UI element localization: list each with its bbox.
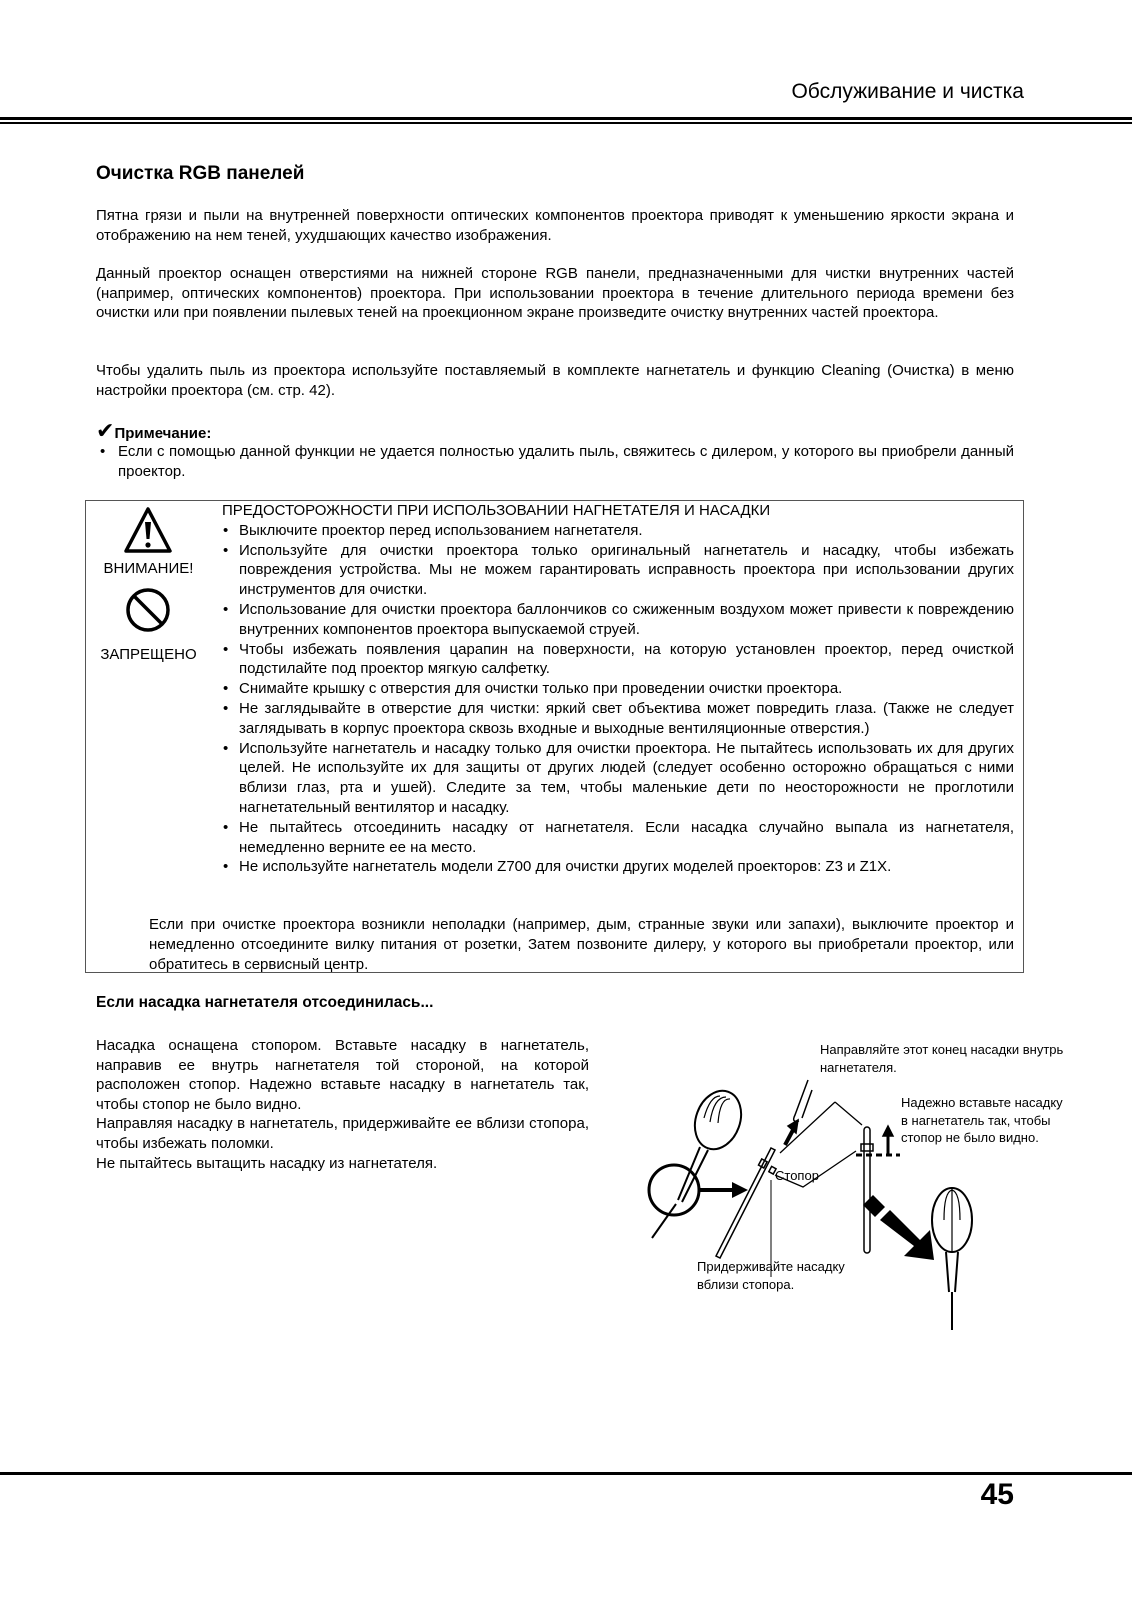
label-stopper: Стопор (775, 1168, 819, 1183)
note-title: Примечание: (114, 425, 212, 442)
big-arrow-icon (863, 1195, 934, 1260)
blower-bulb-right (932, 1188, 972, 1330)
checkmark-icon: ✔ (96, 418, 115, 443)
warning-item: • Использование для очистки проектора баллончиков со сжиженным воздухом может привести к повреждению внутренних компонентов проектора выпускаемой струей. (222, 600, 1014, 640)
note-item: • Если с помощью данной функции не удается полностью удалить пыль, свяжитесь с дилером, у которого вы приобрели данный проектор. (96, 442, 1014, 481)
subsection-title: Если насадка нагнетателя отсоединилась... (96, 994, 434, 1011)
blower-bulb-left (649, 1084, 749, 1238)
footer-rule (0, 1472, 1132, 1475)
warning-box (85, 500, 1024, 973)
nozzle-right (856, 1126, 900, 1253)
caution-triangle-icon (123, 505, 173, 555)
warning-item: • Выключите проектор перед использованием нагнетателя. (222, 521, 1014, 541)
section-header: Обслуживание и чистка (791, 80, 1024, 103)
warning-text (222, 501, 1014, 877)
header-rule (0, 117, 1132, 120)
warning-item: • Снимайте крышку с отверстия для очистки только при проведении очистки проектора. (222, 679, 1014, 699)
note-list (96, 442, 1014, 481)
warning-item: • Используйте для очистки проектора только оригинальный нагнетатель и насадку, чтобы избежать повреждения устройства. Мы не можем гарантировать исправность проектора при использовании других инструментов для очистки. (222, 541, 1014, 600)
paragraph: Данный проектор оснащен отверстиями на нижней стороне RGB панели, предназначенными для чистки внутренних частей (например, оптических компонентов) проектора. При использовании проектора в течение длительного периода времени без очистки или при появлении пылевых теней на проекционном экране произведите очистку внутренних частей проектора. (96, 265, 1014, 322)
note-heading (96, 418, 211, 444)
warning-item: • Не заглядывайте в отверстие для чистки: яркий свет объектива может повредить глаза. (Также не следует заглядывать в корпус проектора сквозь входные и выходные вентиляционные отверстия.) (222, 699, 1014, 739)
warning-item: • Используйте нагнетатель и насадку только для очистки проектора. Не пытайтесь использовать их для других целей. Не используйте их для защиты от других людей (следует особенно осторожно обращаться с ними вблизи глаз, рта и ушей). Следите за тем, чтобы маленькие дети по неосторожности не проглотили нагнетательный вентилятор и насадку. (222, 739, 1014, 818)
instruction: Насадка оснащена стопором. Вставьте насадку в нагнетатель, направив ее внутрь нагнетателя той стороной, на которой расположен стопор. Надежно вставьте насадку в нагнетатель так, чтобы стопор не было видно. (96, 1037, 589, 1113)
warning-item: • Не пытайтесь отсоединить насадку от нагнетателя. Если насадка случайно выпала из нагнетателя, немедленно верните ее на место. (222, 818, 1014, 858)
instruction: Направляя насадку в нагнетатель, придерживайте ее вблизи стопора, чтобы избежать поломки. (96, 1115, 589, 1152)
paragraph: Чтобы удалить пыль из проектора используйте поставляемый в комплекте нагнетатель и функцию Cleaning (Очистка) в меню настройки проектора (см. стр. 42). (96, 362, 1014, 399)
warning-heading: ПРЕДОСТОРОЖНОСТИ ПРИ ИСПОЛЬЗОВАНИИ НАГНЕТАТЕЛЯ И НАСАДКИ (222, 502, 771, 519)
instruction: Не пытайтесь вытащить насадку из нагнетателя. (96, 1154, 438, 1172)
warning-item: • Чтобы избежать появления царапин на поверхности, на которую установлен проектор, перед очисткой подстилайте под проектор мягкую салфетку. (222, 640, 1014, 680)
label-insert: Надежно вставьте насадку в нагнетатель так, чтобы стопор не было видно. (901, 1095, 1063, 1145)
prohibited-label: ЗАПРЕЩЕНО (100, 646, 197, 663)
subsection-text (96, 1036, 589, 1173)
paragraph: Пятна грязи и пыли на внутренней поверхности оптических компонентов проектора приводят к уменьшению яркости экрана и отображению на нем теней, ухудшающих качество изображения. (96, 207, 1014, 244)
page-number: 45 (980, 1478, 1014, 1511)
caution-label: ВНИМАНИЕ! (103, 560, 194, 577)
label-hold: Придерживайте насадку вблизи стопора. (697, 1259, 845, 1292)
header-rule-thin (0, 122, 1132, 124)
warning-footer: Если при очистке проектора возникли неполадки (например, дым, странные звуки или запахи), выключите проектор и немедленно отсоедините вилку питания от розетки, Затем позвоните дилеру, у которого вы приобретали проектор, или обратитесь в сервисный центр. (149, 916, 1014, 973)
warning-item: • Не используйте нагнетатель модели Z700 для очистки других моделей проекторов: Z3 и Z1X. (222, 857, 1014, 877)
prohibited-icon (125, 587, 171, 633)
page-title: Очистка RGB панелей (96, 163, 305, 184)
label-direct-end: Направляйте этот конец насадки внутрь нагнетателя. (820, 1042, 1064, 1075)
